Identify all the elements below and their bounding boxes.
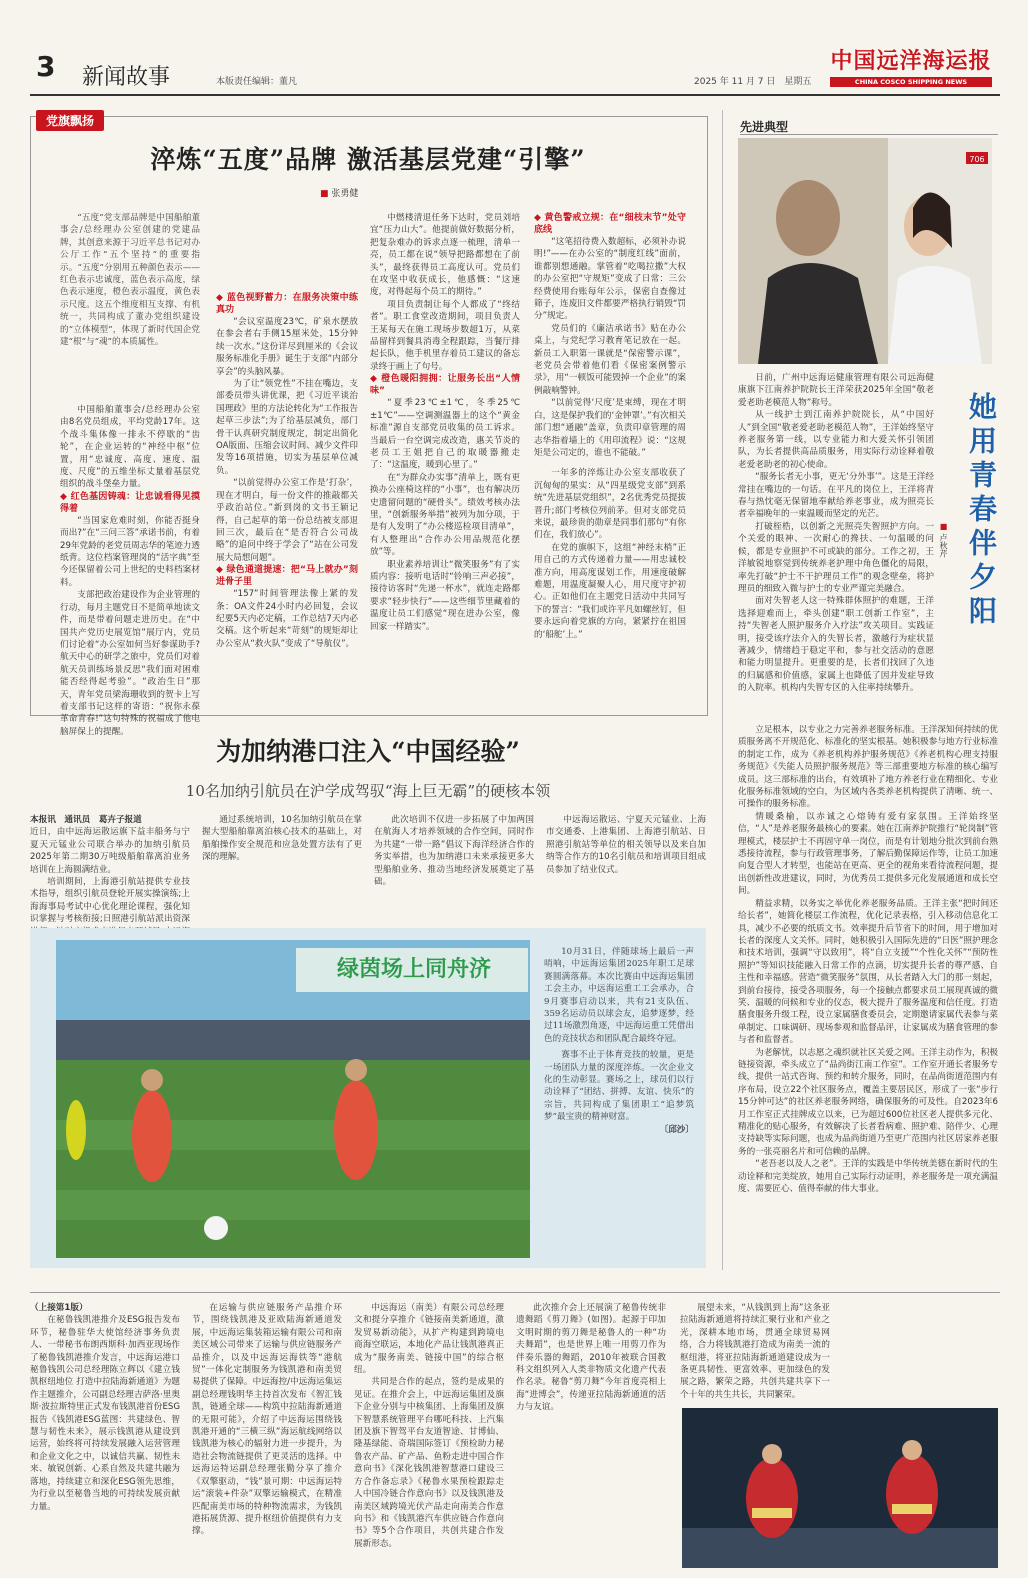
para: 面对失智老人这一特殊群体照护的难题，王洋选择迎难而上，牵头创建“职工创新工作室”，主持“失智老人照护服务介入疗法”攻关项目。实践证明，接受该疗法介入的失智长者，激越行为症状显著减少，情绪趋于稳定平和，参与社交活动的意愿和能力明显提升。更重要的是，长者们找回了久违的归属感和价值感，家属上也降低了因并发症导致的入院率。机构内失智专区的入住率持续攀升。 <box>738 596 934 694</box>
side-tag-rule <box>740 134 998 135</box>
subhead-green <box>216 564 358 588</box>
intro-text: “五度”党支部品牌是中国船舶董事会/总经理办公室创建的党建品牌，其创意来源于习近平总书记对办公厅工作“五个坚持”的重要指示。“五度”分别用五种颜色表示——红色表示忠诚度，蓝色表示高度，绿色表示速度，橙色表示温度，黄色表示尺度。这五个维度相互支撑、有机统一，共同构成了董办党组织建设的“立体模型”，体现了新时代国企党建“根”与“魂”的本质属性。 <box>60 213 200 348</box>
para: “这笔招待费入数超标，必须补办说明!”——在办公室的“制度红线”面前，谁都别想通融。掌管着“吃喝拉撒”大权的办公室把“守规矩”变成了日常：三公经费使用台账每年公示，保密自查像过筛子，连废旧文件都要严格执行销毁“罚分”规定。 <box>534 237 686 322</box>
story2-subtitle: 10名加纳引航员在沪学成驾驭“海上巨无霸”的硬核本领 <box>185 782 551 800</box>
side-author-name: 卢秋芹 <box>939 533 948 558</box>
author-marker-icon: ■ <box>939 522 948 534</box>
caption-credit: 〔邱沙〕 <box>659 1124 694 1135</box>
para: “夏季23℃±1℃，冬季25℃±1℃”——空调测温器上的这个“黄金标准”源自支部党员收集的员工诉求。当最后一台空调完成改造，惠关节炎的老员工王姐把自己的取暖器搬走了：“这温度，暖到心里了。” <box>370 398 520 471</box>
lower-col3 <box>354 1302 504 1572</box>
para: 中远海运散运、宁夏天元锰业、上海市交通委、上港集团、上海港引航站、日照港引航站等单位的相关领导以及来自加纳等合作方的10名引航员和培训项目组成员参加了结业仪式。 <box>546 815 706 875</box>
story2-col4 <box>546 814 706 918</box>
diamond-icon: ◆ <box>216 293 227 303</box>
story2-headline: 为加纳港口注入“中国经验” <box>216 737 520 766</box>
story2-col2 <box>202 814 362 918</box>
para: 党员们的《廉洁承诺书》贴在办公桌上，与党纪学习教育笔记放在一起。新员工入职第一课就是“保密警示课”，老党员会带着他们看《保密案例警示录》，用“一顿饭可能毁掉一个企业”的案例敲响警钟。 <box>534 323 686 396</box>
para: 支部把政治建设作为企业管理的行动，每月主题党日不是简单地读文件，而是带着问题走进历史。在“中国共产党历史展览馆”展厅内，党员们讨论着“办公室如何当好参谋助手?航天中心的研学之旅中，党员们对着航天员训练场景反思“我们面对困难能否经得起考验”。“政治生日”那天，青年党员梁海珊收到的贺卡上写着支部书记这样的寄语：“祝你永葆革命青春!”这句特殊的祝福成了他电脑屏保上的提醒。 <box>60 590 200 737</box>
subhead-red <box>60 491 200 515</box>
para: 从一线护士到江南养护院院长，从“中国好人”到全国“敬老爱老助老模范人物”，王洋始终坚守养老服务第一线，以专业能力和大爱关怀引领团队，为长者提供高品质服务，用实际行动诠释着敬老爱老助老的初心使命。 <box>738 410 934 470</box>
para: 在秘鲁钱凯港推介及ESG报告发布环节，秘鲁驻华大使馆经济事务负责人、一带秘书布朗西斯科·加西亚现场作了秘鲁钱凯港推介发言，中远海运港口秘鲁钱凯公司总经理陈立辉以《建立钱凯枢纽地位 打造中拉陆海新通道》为题作主题推介，公司副总经理吉萨洛·里奥斯·波拉斯特里正式发布钱凯港首份ESG报告《钱凯港ESG蓝图：共建绿色、智慧与韧性未来》，展示钱凯港从建设到运营，始终将可持续发展融入运营管理和企业文化之中，以诚信共赢、韧性未来、敏锐创新、心系自然及共建共融为落地，持续建立和深化ESG领先思维，为行业以至秘鲁当地的可持续发展贡献力量。 <box>30 1315 180 1512</box>
para: 打破桎梏，以创新之光照亮失智照护方向。一个关爱的眼神、一次耐心的搀扶、一句温暖的问候，都是专业照护不可或缺的部分。工作之初，王洋敏锐地察觉到传统养老护理中角色僵化的局限，率先打破“护士不干护理员工作”的观念壁垒，将护理员的细致入微与护士的专业严谨完美融合。 <box>738 521 934 594</box>
column-tag <box>36 110 104 131</box>
para: 精益求精，以务实之举优化养老服务品质。王洋主张“把时间还给长者”，她简化楼层工作流程，优化记录表格，引入移动信息化工具，减少不必要的纸质文书。效率提升后节省下的时间，用于增加对长者的深度人文关怀。同时，她积极引入国际先进的“日医”照护理念和技术培训，强调“守以致用”，将“自立支援”“个性化关怀”“预防性照护”等知识技能融入日常工作的点滴，切实提升长者的尊严感、自主性和幸福感。营造“微笑服务”氛围，从长者踏入大门的那一刻起，到前台接待，接受各项服务，每一个接触点都要求员工展现真诚的微笑、温暖的问候和专业的仪态，极大提升了服务温度和信任度。打造膳食服务升级工程，设立家属膳食委员会，定期邀请家属代表参与菜单制定、口味调研、现场参观和监督品评，让家属成为膳食管理的参与者和监督者。 <box>738 898 998 1046</box>
story1-intro <box>60 212 200 392</box>
story1-author <box>320 186 358 199</box>
story1-col3 <box>370 212 520 710</box>
side-col-bottom <box>738 724 998 1270</box>
caption-para: 10月31日，伴随球场上最后一声哨响，中远海运集团2025年职工足球赛圆满落幕。本次比赛由中远海运集团工会主办，中远海运重工工会承办，合9月赛事启动以来，共有21支队伍、359名运动员以球会友，追梦逐梦，经过11场激烈角逐，中远海运重工凭借出色的竞技状态和团队配合最终夺冠。 <box>544 947 694 1044</box>
subhead-text: 红色基因铸魂：让忠诚看得见摸得着 <box>60 491 200 514</box>
diamond-icon: ◆ <box>60 491 71 502</box>
para: 为老解忧，以志愿之魂织就社区关爱之网。王洋主动作为，积极链接资源，牵头成立了“品尚街江南工作室”。工作室开通长者服务专线，提供一站式咨询、预约和转介服务，同时，在品尚街道范围内有序布局，设立22个社区服务点，覆盖主要居民区，形成了一张“步行15分钟可达”的社区养老服务网络，确保服务的可及性。自2023年6月工作室正式挂牌成立以来，已为超过600位社区老人提供多元化、精准化的贴心服务，有效解决了长者看病难、照护难、陪伴少、心理支持缺等实际问题，也成为品尚街道乃至更广范围内社区居家养老服务的一张亮丽名片和可信赖的品牌。 <box>738 1047 998 1157</box>
para: 此次培训不仅进一步拓展了中加两国在航海人才培养领域的合作空间，同时作为共建“一带一路”倡议下海洋经济合作的务实举措，也为加纳港口未来承接更多大型船舶业务、推动当地经济发展奠定了基础。 <box>374 815 534 888</box>
side-headline <box>958 392 998 682</box>
diamond-icon: ◆ <box>216 565 227 576</box>
page-number: 3 <box>36 50 56 83</box>
para: “当国家危难时刻，你能否挺身而出?”在“三问三答”承诺书前，有着29年党龄的老党员周志华的笔迹力透纸背。这位档案管理岗的“活字典”至今还保留着公司上世纪的史料档案材料。 <box>60 515 200 588</box>
para: “157”时间管理法像上紧的发条：OA文件24小时内必回复，会议纪要5天内必定稿，工作总结7天内必交稿。这个听起来“苛刻”的规矩却让办公室从“救火队”变成了“导航仪”。 <box>216 589 358 649</box>
page-date: 2025 年 11 月 7 日 星期五 <box>694 77 812 87</box>
football-photo <box>56 940 530 1258</box>
para: “服务长者无小事，更无‘分外事’”。这是王洋经常挂在嘴边的一句话。在平凡的岗位上，王洋将青春与热忱毫无保留地奉献给养老事业，成为照亮长者幸福晚年的一束温暖而坚定的光芒。 <box>738 472 934 520</box>
subhead-orange <box>370 373 520 397</box>
para: 一年多的淬炼让办公室支部收获了沉甸甸的果实：从“四星级党支部”到系统“先进基层党组织”，2名优秀党员提拔晋升;部门考核位列前茅。但对支部党员来说，最珍贵的勋章是同事们那句“有你们在，我们放心”。 <box>534 468 686 541</box>
diamond-icon: ◆ <box>534 213 545 223</box>
para: 展望未来，“从钱凯到上海”这条亚拉陆海新通道将持续汇聚行业和产业之光，深耕本地市场，贯通全球贸易网络，合力将钱凯港打造成为南美一流的枢纽港，将亚拉陆海新通道建设成为一条更具韧性、更富效率、更加绿色的发展之路，繁荣之路，共创共建共享下一个十年的共生共长，共同繁荣。 <box>680 1303 830 1400</box>
story1-col4 <box>534 212 686 710</box>
lower-rule <box>30 1292 1000 1293</box>
section-title: 新闻故事 <box>82 65 171 90</box>
para: “老吾老以及人之老”。王洋的实践是中华传统美德在新时代的生动诠释和完美绽放，她用自己实际行动证明，养老服务是一项充满温度、需要匠心、值得奉献的伟大事业。 <box>738 1159 998 1195</box>
photo-caption <box>544 946 694 1258</box>
lower-col1 <box>30 1302 180 1572</box>
paper-masthead <box>830 44 992 90</box>
photo-banner: 绿茵场上同舟济 <box>336 956 491 982</box>
header-rule <box>30 94 1000 96</box>
paper-name: 中国远洋海运报 <box>830 48 992 74</box>
side-headline-text: 她用青春伴夕阳 <box>965 392 998 630</box>
side-divider <box>722 110 723 1270</box>
elderly-care-photo-art <box>738 138 992 364</box>
lower-col6 <box>846 1302 996 1402</box>
side-tag: 先进典型 <box>740 120 789 134</box>
lower-col4 <box>516 1302 666 1572</box>
story1-headline: 淬炼“五度”品牌 激活基层党建“引擎” <box>150 145 586 174</box>
para: 日前，广州中远海运健康管理有限公司远海健康旗下江南养护院院长王洋荣获2025年全国“敬老爱老助老模范人物”称号。 <box>738 373 934 408</box>
subhead-yellow <box>534 212 686 236</box>
story2-col3 <box>374 814 534 918</box>
elderly-care-photo <box>738 138 992 364</box>
story1-author-name: 张勇健 <box>331 189 359 199</box>
scissors-dance-photo <box>682 1408 998 1568</box>
continued-marker: （上接第1版） <box>30 1303 88 1313</box>
lower-col2 <box>192 1302 342 1572</box>
para: “会议室温度23℃，矿泉水摆放在参会者右手侧15厘米处，15分钟续一次水。”这份详尽到厘米的《会议服务标准化手册》诞生于支部“内部分享会”的头脑风暴。 <box>216 317 358 377</box>
caption-para: 赛事不止于体育竞技的较量，更是一场团队力量的深度淬炼。一次企业文化的生动彰显。赛场之上，球员们以行动诠释了“团结、拼搏、友谊、快乐”的宗旨，共同构成了集团职工“追梦筑梦”最宝贵的精神财富。 <box>544 1050 694 1123</box>
story1-col1 <box>60 404 200 737</box>
para: 培训期间，上海港引航站提供专业技术指导，组织引航员登轮开展实操演练;上海海事局考试中心优化理论课程，强化知识掌握与考核衔接;日照港引航站派出资深 <box>30 877 190 925</box>
lower-col5 <box>680 1302 830 1402</box>
para: 为了让“领党性”不挂在嘴边，支部委员带头讲优课，把《习近平谈治国理政》里的方法论转化为“工作报告起草三步法”;为了给基层减负，部门骨干认真研究制度规定，制定出简化OA版面、压缩会议时间、减少文件印发等16项措施，切实为基层单位减负。 <box>216 379 358 476</box>
subhead-text: 蓝色视野蓄力：在服务决策中练真功 <box>216 293 358 315</box>
paper-name-en: CHINA COSCO SHIPPING NEWS <box>830 77 992 87</box>
column-tag-label: 党旗飘扬 <box>46 114 95 128</box>
football-photo-art <box>56 940 530 1258</box>
para: 共同是合作的起点，签约是成果的见证。在推介会上，中远海运集团及旗下企业分别与中核集团、上海集团及旗下智慧系统管理平台哪吒科技、上汽集团及旗下智驾平台友道智途、甘博仙、隆基绿能、奇瑞国际签订《预检助力秘鲁农产品、矿产品、鱼粉走进中国合作意向书》《深化钱凯港智慧港口建设三方合作备忘录》《秘鲁水果预检跟踪走人中国冷链合作意向书》以及钱凯港及南美区域跨境光伏产品走向南美合作意向书》和《钱凯港汽车供应链合作意向书》等5个合作项目，共创共建合作发展新形态。 <box>354 1377 504 1549</box>
subhead-text: 绿色通道提速：把“马上就办”刻进骨子里 <box>216 565 358 588</box>
author-marker-icon: ■ <box>320 189 332 199</box>
para: 中远海运（南美）有限公司总经理文和提分享推介《链接南美新通道，激发贸易新动能》，从扩产构建到跨境电商海空联运，本地化产品让钱凯港真正成为“服务南美、链接中国”的综合枢纽。 <box>354 1303 504 1376</box>
para: 职业素养培训让“微笑服务”有了实质内容：接听电话时“铃响三声必接”，接待访客时“先递一杯水”，就连走路都要求“轻步快行”——这些细节里藏着的温度让员工们感觉“现在进办公室，像回家一样踏实”。 <box>370 559 520 632</box>
side-col-top <box>738 372 934 722</box>
scissors-dance-photo-art <box>682 1408 998 1568</box>
story2-col1 <box>30 814 190 925</box>
para: 此次推介会上还展演了秘鲁传统非遗舞蹈《剪刀舞》(如图)。起源于印加文明时期的剪刀舞是秘鲁人的一种“功夫舞蹈”，也是世界上唯一用剪刀作为伴奏乐器的舞蹈，2010年被联合国教科文组织列入人类非物质文化遗产代表作名录。秘鲁“剪刀舞”今年首度亮相上海“进博会”，传递亚拉陆海新通道的活力与友谊。 <box>516 1303 666 1413</box>
para: 在“为群众办实事”清单上，既有更换办公座椅这样的“小事”，也有解决历史遗留问题的“硬骨头”。绩效考核办法里，“创新服务举措”被列为加分项，于是有人发明了“办公楼巡检项目清单”，有人整理出“合作办公用品规范化摆放”等。 <box>370 472 520 558</box>
byline: 本报讯 通讯员 葛卉子报道 <box>30 815 142 825</box>
para: 近日，由中远海运散运旗下益丰船务与宁夏天元锰业公司联合举办的加纳引航员2025年第二期30万吨级船舶靠离泊业务培训在上海圆满结业。 <box>30 827 190 875</box>
para: 通过系统培训，10名加纳引航员在掌握大型船舶靠离泊核心技术的基础上，对船舶操作安全规范和应急处置方法有了更深的理解。 <box>202 815 362 863</box>
side-author <box>938 522 949 558</box>
para: 中燃楼清退任务下达时，党员刘培宜“压力山大”。他提前做好数据分析，把复杂难办的诉求点逐一梳理，清单一亮，员工都在说“领导把路都想在了前头”，最终获得员工高度认可。党员们在攻坚中收获成长，他感慨：“这速度，对得起每个员工的期待。” <box>370 213 520 298</box>
para: 在党的旗帜下，这组“神经末梢”正用自己的方式传递着力量——用忠诚校准方向，用高度谋划工作，用速度破解难题，用温度凝聚人心，用尺度守护初心。正如他们在主题党日活动中共同写下的誓言：“我们或许平凡如螺丝钉，但要永远向着党旗的方向，紧紧拧在祖国的‘船舵’上。” <box>534 542 686 640</box>
subhead-text: 橙色暖阳拥拥：让服务长出“人情味” <box>370 374 520 397</box>
svg-text:706: 706 <box>969 155 985 164</box>
para: 中国船舶董事会/总经理办公室由8名党员组成，平均党龄17年。这个战斗集体像一排永不停歇的“齿轮”，在企业运转的“神经中枢”位置，用“忠诚度、高度、速度、温度、尺度”的五维坐标丈量着基层党组织的战斗堡垒力量。 <box>60 405 200 490</box>
para: 立足根本，以专业之力完善养老服务标准。王洋深知何持续的优质服务离不开规范化、标准化的坚实根基。她积极参与地方行业标准的制定工作，成为《养老机构养护服务规范》《养老机构心理支持服务规范》《失能人员照护服务规范》等三部重要地方标准的核心编写成员。这三部标准的出台，有效填补了地方养老行业在精细化、专业化服务标准领域的空白，为区域内各类养老机构提供了清晰、统一、可操作的服务标准。 <box>738 725 998 810</box>
diamond-icon: ◆ <box>370 374 382 385</box>
subhead-blue <box>216 292 358 316</box>
para: “以前觉得‘尺度’是束缚，现在才明白，这是保护我们的‘金钟罩’。”有次相关部门想“通融”盖章，负责印章管理的周志华指着墙上的《用印流程》说：“这规矩是公司定的，谁也不能破。” <box>534 398 686 458</box>
page-editor: 本版责任编辑：董凡 <box>216 77 298 87</box>
para: “以前觉得办公室工作是‘打杂’，现在才明白，每一份文件的推敲都关乎政治站位。”新到岗的文书王颖记得，自己起草的第一份总结被支部退回三次，最后在“是否符合公司战略”的追问中终于学会了“站在公司发展大局想问题”。 <box>216 478 358 563</box>
para: 情暖桑榆，以赤诚之心熔铸有爱有家氛围。王洋始终坚信，“人”是养老服务最核心的要素。她在江南养护院推行“轮岗制”管理模式，楼层护士不再固守单一岗位，而是有计划地分批次到前台熟悉接待流程，参与行政管理事务，了解后勤保障运作等，让员工加速向复合型人才转型，也能站在更高、更全的视角来看待流程问题，提出创新性改进建议，同时，为优秀员工提供多元化发展通道和成长空间。 <box>738 811 998 897</box>
story1-col2 <box>216 212 358 710</box>
para: 在运输与供应链服务产品推介环节，围绕钱凯港及亚欧陆海新通道发展，中远海运集装箱运输有限公司和南美区域公司带来了运输与供应链服务产品推介，以及中远海运海铁等“港航贸”一体化定制服务为钱凯港和南美贸易提供了保障。中远海控/中远海运集运副总经理钱明华主持首次发布《智汇钱凯，链通全球——构筑中拉陆海新通道的无限可能》，介绍了中远海运围绕钱凯港开通的“三横三纵”海运航线网络以钱凯港为核心的辐射力进一步提升，为造社会物流链提供了更灵活的选择。中远海运特运副总经理张勤分享了推介《双擎驱动，“钱”景可期：中远海运特运“滚装+件杂”双擎运输模式，在精准匹配南美市场的特种物流需求，为钱凯港拓展货源、提升枢纽价值提供有力支撑。 <box>192 1303 342 1537</box>
para: 项目负责制让每个人都成了“终结者”。职工食堂改造期间，项目负责人王某每天在施工现场步数超1万，从菜品留样到餐具消毒全程跟踪，当餐厅排起长队，他手机里存着员工建议的备忘录终于画上了句号。 <box>370 299 520 372</box>
subhead-text: 黄色警戒立规：在“细枝末节”处守底线 <box>534 213 686 235</box>
